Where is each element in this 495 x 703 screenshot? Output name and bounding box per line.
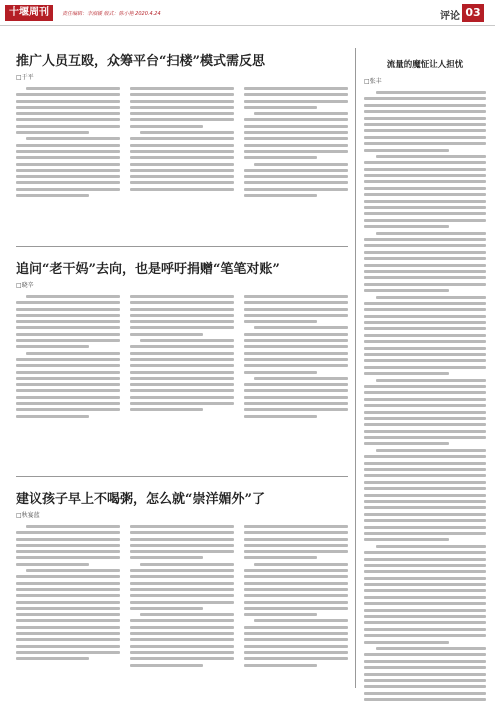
article-byline: □秋宴蓝 [16, 512, 40, 519]
sidebar-article-traffic [364, 58, 486, 703]
article-body [16, 525, 348, 667]
page-header [0, 0, 495, 26]
article-headline: 追问“老干妈”去向，也是呼吁捐赠“笔笔对账” [16, 262, 280, 277]
editor-credits: 责任编辑：李淑媛 版式：陈小艳 2020.4.24 [62, 11, 161, 17]
sidebar-headline: 流量的魔怔让人担忧 [386, 60, 464, 70]
article-porridge [16, 488, 348, 667]
section-name: 评论 [440, 11, 460, 22]
page-number: 03 [462, 4, 484, 22]
column-divider [355, 48, 356, 688]
article-separator [16, 476, 348, 477]
article-body [16, 295, 348, 418]
sidebar-byline: □张丰 [364, 78, 382, 85]
article-separator [16, 246, 348, 247]
article-laoganma [16, 258, 348, 418]
sidebar-body [364, 91, 486, 703]
article-body [16, 87, 348, 197]
article-crowdfunding [16, 50, 348, 197]
article-headline: 推广人员互殴，众筹平台“扫楼”模式需反思 [16, 54, 265, 69]
article-headline: 建议孩子早上不喝粥，怎么就“崇洋媚外”了 [16, 492, 265, 507]
article-byline: □于平 [16, 74, 34, 81]
article-byline: □晓辛 [16, 282, 34, 289]
paper-logo: 十堰周刊 [5, 5, 53, 21]
